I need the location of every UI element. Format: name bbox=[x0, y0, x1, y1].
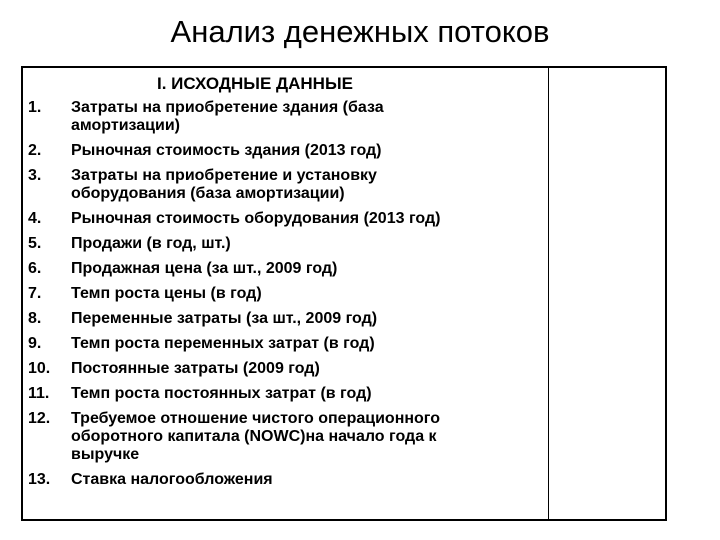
item-text: Затраты на приобретение здания (база амортизации) bbox=[71, 99, 384, 134]
item-number: 6. bbox=[28, 260, 42, 277]
slide-title: Анализ денежных потоков bbox=[170, 14, 550, 49]
item-text: Ставка налогообложения bbox=[71, 471, 273, 488]
data-table bbox=[21, 66, 667, 521]
list-item bbox=[28, 99, 528, 135]
item-text: Затраты на приобретение и установку оборудования (база амортизации) bbox=[71, 167, 377, 202]
list-item bbox=[28, 210, 528, 228]
list-item bbox=[28, 260, 528, 278]
item-number: 11. bbox=[28, 385, 50, 402]
item-number: 10. bbox=[28, 360, 51, 377]
item-text: Требуемое отношение чистого операционного оборотного капитала (NOWC)на начало года к выручке bbox=[71, 410, 441, 463]
item-text: Рыночная стоимость здания (2013 год) bbox=[71, 142, 382, 159]
item-number: 9. bbox=[28, 335, 42, 352]
list-item bbox=[28, 285, 528, 303]
item-number: 8. bbox=[28, 310, 42, 327]
item-number: 5. bbox=[28, 235, 42, 252]
list-item bbox=[28, 167, 528, 203]
list-item bbox=[28, 471, 528, 489]
list-item bbox=[28, 310, 528, 328]
item-number: 13. bbox=[28, 471, 51, 488]
item-text: Переменные затраты (за шт., 2009 год) bbox=[71, 310, 378, 327]
item-text: Продажи (в год, шт.) bbox=[71, 235, 231, 252]
item-number: 1. bbox=[28, 99, 42, 116]
item-text: Темп роста переменных затрат (в год) bbox=[71, 335, 375, 352]
item-text: Продажная цена (за шт., 2009 год) bbox=[71, 260, 338, 277]
item-number: 12. bbox=[28, 410, 51, 427]
item-text: Постоянные затраты (2009 год) bbox=[71, 360, 320, 377]
section-heading: I. ИСХОДНЫЕ ДАННЫЕ bbox=[157, 74, 353, 93]
item-number: 4. bbox=[28, 210, 42, 227]
input-data-list bbox=[28, 99, 528, 496]
item-text: Темп роста цены (в год) bbox=[71, 285, 262, 302]
list-item bbox=[28, 385, 528, 403]
list-item bbox=[28, 410, 528, 464]
item-number: 7. bbox=[28, 285, 42, 302]
list-item bbox=[28, 335, 528, 353]
list-item bbox=[28, 360, 528, 378]
item-text: Рыночная стоимость оборудования (2013 год) bbox=[71, 210, 441, 227]
column-divider bbox=[548, 68, 549, 519]
item-text: Темп роста постоянных затрат (в год) bbox=[71, 385, 372, 402]
list-item bbox=[28, 142, 528, 160]
list-item bbox=[28, 235, 528, 253]
item-number: 3. bbox=[28, 167, 42, 184]
item-number: 2. bbox=[28, 142, 42, 159]
